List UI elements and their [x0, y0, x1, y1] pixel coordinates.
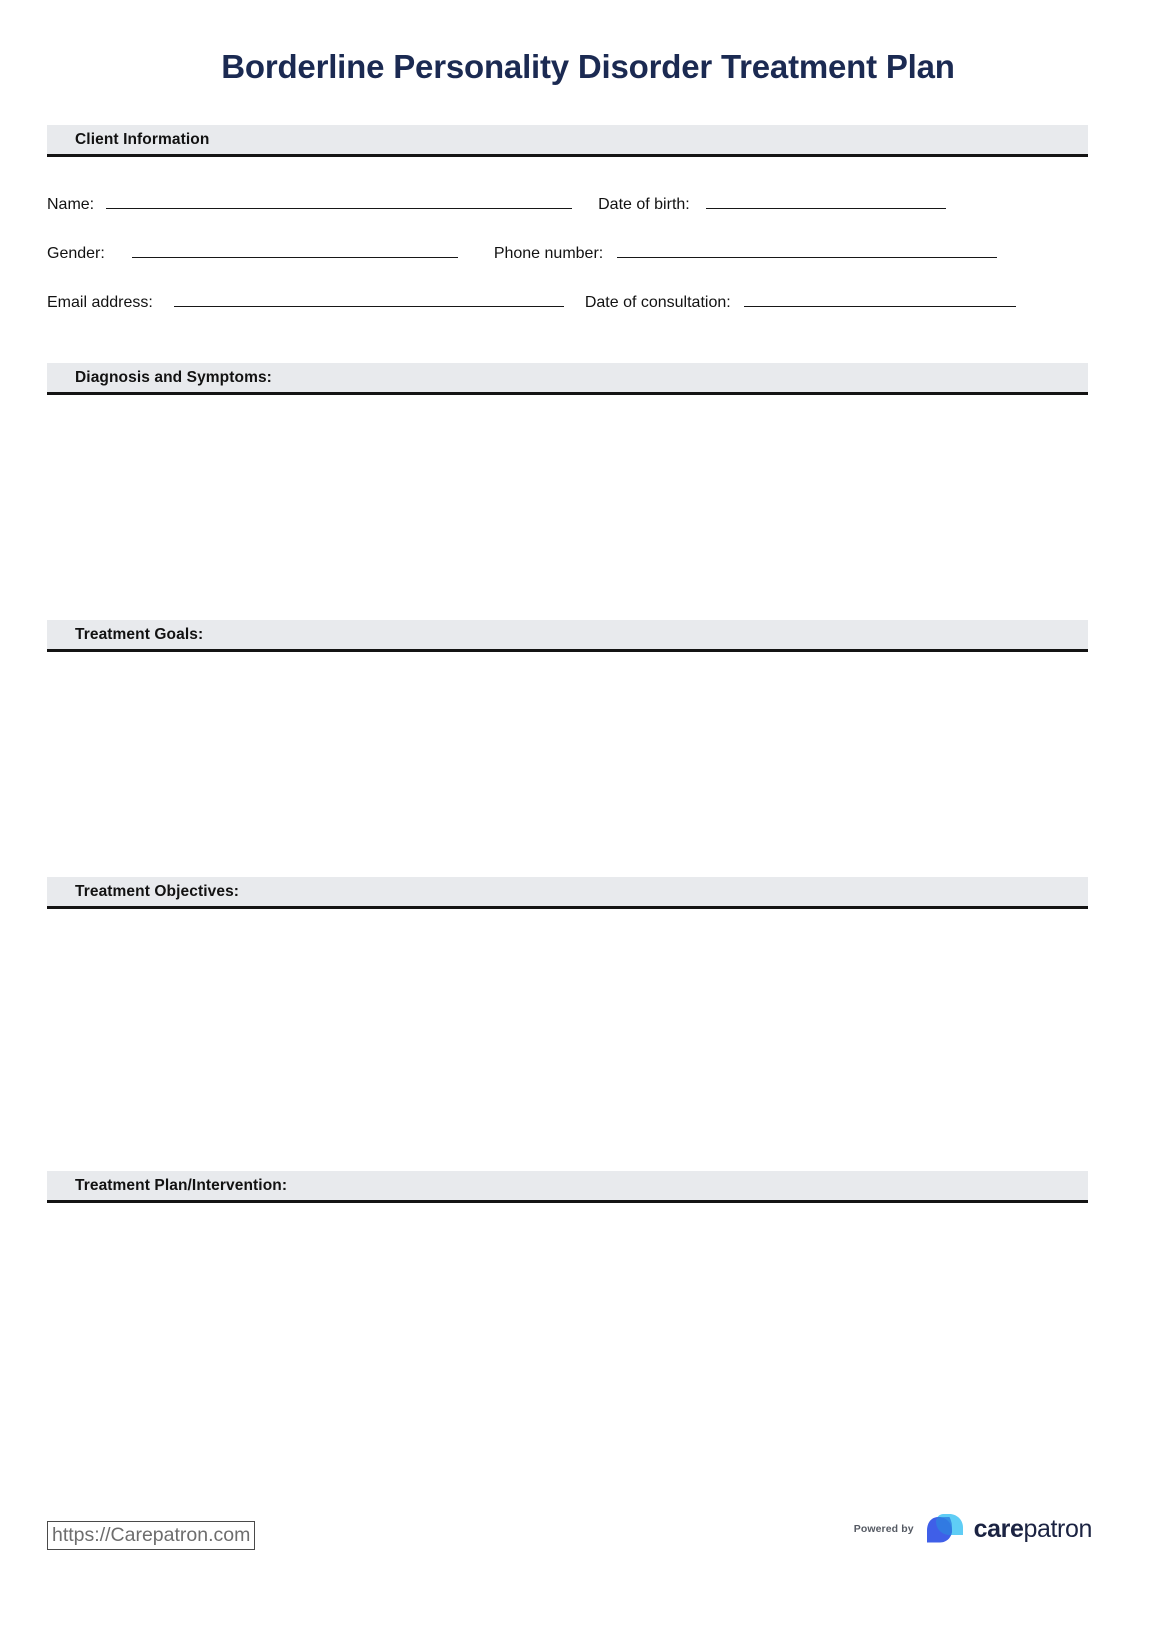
field-phone-number — [494, 239, 997, 265]
powered-by-label: Powered by — [853, 1523, 914, 1535]
footer-brand — [854, 1513, 1092, 1545]
field-label-email-address: Email address: — [47, 294, 153, 311]
field-date-of-birth — [598, 190, 946, 216]
field-label-date-of-birth: Date of birth: — [598, 196, 690, 213]
field-label-phone-number: Phone number: — [493, 245, 604, 262]
date-of-birth-input[interactable] — [706, 190, 946, 209]
field-label-date-of-consultation: Date of consultation: — [584, 294, 731, 311]
section-label: Treatment Goals: — [75, 625, 204, 643]
carepatron-url-link[interactable]: https://Carepatron.com — [47, 1521, 255, 1550]
field-gender — [47, 239, 458, 265]
section-header-client-information — [47, 125, 1088, 157]
section-header-treatment-objectives — [47, 877, 1088, 909]
section-label: Treatment Objectives: — [75, 882, 240, 900]
treatment-objectives-textarea[interactable] — [47, 913, 1088, 1168]
treatment-plan-intervention-textarea[interactable] — [47, 1207, 1088, 1502]
field-name — [47, 190, 572, 216]
section-header-diagnosis-and-symptoms — [47, 363, 1088, 395]
section-header-treatment-goals — [47, 620, 1088, 652]
field-email-address — [47, 288, 564, 314]
gender-input[interactable] — [132, 239, 458, 258]
client-info-row-2 — [47, 239, 1088, 265]
date-of-consultation-input[interactable] — [744, 288, 1016, 307]
page-title: Borderline Personality Disorder Treatment Plan — [221, 48, 955, 85]
client-info-row-3 — [47, 288, 1088, 314]
client-info-row-1 — [47, 190, 1088, 216]
name-input[interactable] — [106, 190, 572, 209]
brand-word-care: care — [973, 1515, 1024, 1543]
field-label-gender: Gender: — [47, 245, 105, 262]
section-label: Diagnosis and Symptoms: — [75, 368, 272, 386]
carepatron-logo-icon — [923, 1513, 965, 1545]
field-date-of-consultation — [585, 288, 1016, 314]
brand-word-patron: patron — [1023, 1515, 1092, 1543]
email-address-input[interactable] — [174, 288, 564, 307]
carepatron-wordmark — [974, 1516, 1092, 1542]
phone-number-input[interactable] — [617, 239, 997, 258]
treatment-goals-textarea[interactable] — [47, 656, 1088, 872]
section-label: Treatment Plan/Intervention: — [75, 1176, 288, 1194]
diagnosis-and-symptoms-textarea[interactable] — [47, 399, 1088, 614]
field-label-name: Name: — [47, 196, 95, 213]
section-header-treatment-plan-intervention — [47, 1171, 1088, 1203]
section-label: Client Information — [75, 130, 210, 148]
